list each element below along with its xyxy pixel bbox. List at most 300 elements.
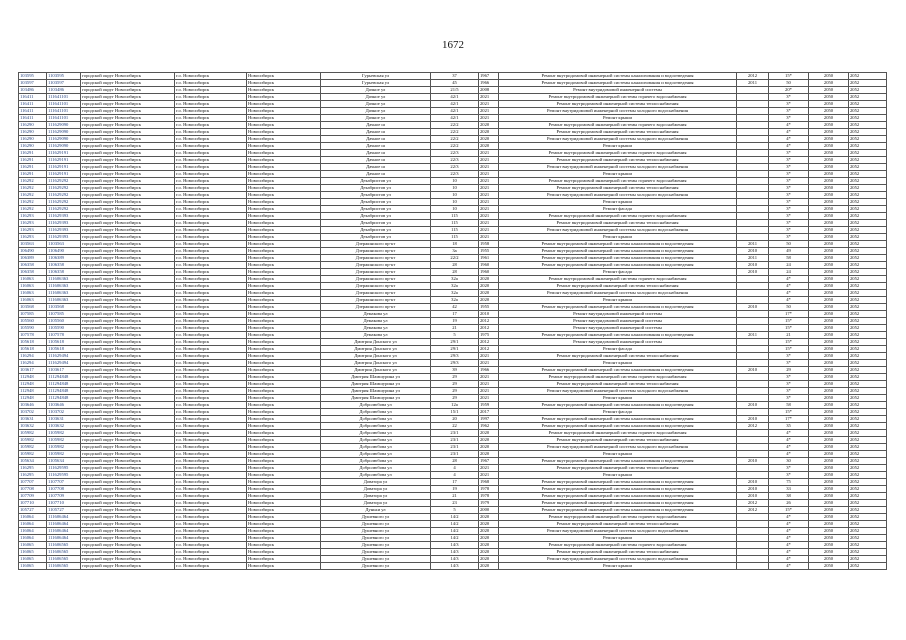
house-number-cell: 115	[431, 220, 479, 227]
plan-end-year-cell: 2052	[849, 542, 887, 549]
house-id-cell: 103617	[19, 367, 47, 374]
house-id-cell: 116411	[19, 101, 47, 108]
plan-start-year-cell: 2050	[809, 276, 849, 283]
last-repair-year-cell	[737, 94, 769, 101]
house-number-cell: 14/3	[431, 542, 479, 549]
street-cell: Душевного ул	[321, 514, 431, 521]
table-row	[19, 535, 887, 542]
build-year-cell: 2012	[479, 339, 499, 346]
build-year-cell: 1968	[479, 479, 499, 486]
wear-value-cell: 50	[769, 304, 809, 311]
plan-start-year-cell: 2050	[809, 374, 849, 381]
municipality-cell: городской округ Новосибирск	[81, 234, 175, 241]
last-repair-year-cell: 2010	[737, 248, 769, 255]
house-number-cell: 42/1	[431, 101, 479, 108]
house-number-cell: 14/2	[431, 514, 479, 521]
plan-start-year-cell: 2050	[809, 507, 849, 514]
municipality-cell: городской округ Новосибирск	[81, 556, 175, 563]
record-code-cell: 1107710	[47, 500, 81, 507]
house-number-cell: 4	[431, 465, 479, 472]
build-year-cell: 2020	[479, 521, 499, 528]
record-code-cell: 111629393	[47, 227, 81, 234]
house-id-cell: 107707	[19, 479, 47, 486]
wear-value-cell: 21	[769, 332, 809, 339]
locality-cell: Новосибирск	[247, 241, 321, 248]
build-year-cell: 1978	[479, 486, 499, 493]
plan-end-year-cell: 2052	[849, 381, 887, 388]
house-id-cell: 103597	[19, 80, 47, 87]
build-year-cell: 1966	[479, 80, 499, 87]
locality-cell: Новосибирск	[247, 395, 321, 402]
urban-district-cell: г.о. Новосибирск	[175, 290, 247, 297]
street-cell: Душевного ул	[321, 549, 431, 556]
plan-start-year-cell: 2050	[809, 367, 849, 374]
last-repair-year-cell	[737, 528, 769, 535]
build-year-cell: 2021	[479, 388, 499, 395]
wear-value-cell: 3*	[769, 192, 809, 199]
wear-value-cell: 3*	[769, 178, 809, 185]
record-code-cell: 1105982	[47, 437, 81, 444]
locality-cell: Новосибирск	[247, 255, 321, 262]
house-id-cell: 116295	[19, 465, 47, 472]
municipality-cell: городской округ Новосибирск	[81, 108, 175, 115]
record-code-cell: 111606565	[47, 549, 81, 556]
house-id-cell: 103568	[19, 304, 47, 311]
house-number-cell: 14/2	[431, 521, 479, 528]
plan-end-year-cell: 2052	[849, 514, 887, 521]
locality-cell: Новосибирск	[247, 325, 321, 332]
plan-end-year-cell: 2052	[849, 150, 887, 157]
record-code-cell: 1103563	[47, 241, 81, 248]
house-id-cell: 103632	[19, 423, 47, 430]
urban-district-cell: г.о. Новосибирск	[175, 297, 247, 304]
plan-end-year-cell: 2052	[849, 507, 887, 514]
build-year-cell: 1997	[479, 416, 499, 423]
plan-end-year-cell: 2052	[849, 241, 887, 248]
locality-cell: Новосибирск	[247, 472, 321, 479]
urban-district-cell: г.о. Новосибирск	[175, 171, 247, 178]
house-number-cell: 45	[431, 80, 479, 87]
house-number-cell: 19	[431, 486, 479, 493]
last-repair-year-cell	[737, 556, 769, 563]
wear-value-cell: 3*	[769, 206, 809, 213]
municipality-cell: городской округ Новосибирск	[81, 535, 175, 542]
work-type-cell: Ремонт внутридомовой инженерной системы теплоснабжения	[499, 283, 737, 290]
locality-cell: Новосибирск	[247, 304, 321, 311]
last-repair-year-cell	[737, 290, 769, 297]
plan-end-year-cell: 2052	[849, 479, 887, 486]
house-id-cell: 105618	[19, 339, 47, 346]
urban-district-cell: г.о. Новосибирск	[175, 360, 247, 367]
work-type-cell: Ремонт внутридомовой инженерной системы канализования и водоотведения	[499, 73, 737, 80]
last-repair-year-cell: 2010	[737, 269, 769, 276]
work-type-cell: Ремонт внутридомовой инженерной системы канализования и водоотведения	[499, 493, 737, 500]
urban-district-cell: г.о. Новосибирск	[175, 563, 247, 570]
urban-district-cell: г.о. Новосибирск	[175, 388, 247, 395]
house-number-cell: 115	[431, 227, 479, 234]
plan-start-year-cell: 2050	[809, 283, 849, 290]
house-number-cell: 29	[431, 395, 479, 402]
locality-cell: Новосибирск	[247, 374, 321, 381]
street-cell: Дзержинского пр-кт	[321, 304, 431, 311]
house-number-cell: 29	[431, 374, 479, 381]
wear-value-cell: 4*	[769, 136, 809, 143]
urban-district-cell: г.о. Новосибирск	[175, 556, 247, 563]
locality-cell: Новосибирск	[247, 451, 321, 458]
table-row	[19, 346, 887, 353]
house-id-cell: 112948	[19, 395, 47, 402]
urban-district-cell: г.о. Новосибирск	[175, 199, 247, 206]
wear-value-cell: 49	[769, 248, 809, 255]
urban-district-cell: г.о. Новосибирск	[175, 234, 247, 241]
record-code-cell: 111629090	[47, 129, 81, 136]
work-type-cell: Ремонт внутридомовой инженерной системы теплоснабжения	[499, 353, 737, 360]
locality-cell: Новосибирск	[247, 213, 321, 220]
record-code-cell: 1105982	[47, 444, 81, 451]
wear-value-cell: 15*	[769, 346, 809, 353]
plan-start-year-cell: 2050	[809, 416, 849, 423]
plan-end-year-cell: 2052	[849, 185, 887, 192]
build-year-cell: 2020	[479, 283, 499, 290]
plan-end-year-cell: 2052	[849, 444, 887, 451]
record-code-cell: 1103617	[47, 367, 81, 374]
table-row	[19, 430, 887, 437]
street-cell: Дзержинского пр-кт	[321, 248, 431, 255]
record-code-cell: 111629393	[47, 220, 81, 227]
house-number-cell: 10	[431, 199, 479, 206]
build-year-cell: 2021	[479, 164, 499, 171]
plan-end-year-cell: 2052	[849, 395, 887, 402]
street-cell: Добролюбова ул	[321, 451, 431, 458]
urban-district-cell: г.о. Новосибирск	[175, 535, 247, 542]
plan-end-year-cell: 2052	[849, 248, 887, 255]
urban-district-cell: г.о. Новосибирск	[175, 416, 247, 423]
record-code-cell: 1103568	[47, 304, 81, 311]
build-year-cell: 1978	[479, 493, 499, 500]
urban-district-cell: г.о. Новосибирск	[175, 185, 247, 192]
street-cell: Душевного ул	[321, 535, 431, 542]
house-number-cell: 42/1	[431, 115, 479, 122]
build-year-cell: 2021	[479, 465, 499, 472]
last-repair-year-cell	[737, 129, 769, 136]
last-repair-year-cell: 2010	[737, 486, 769, 493]
wear-value-cell: 3*	[769, 220, 809, 227]
house-id-cell: 116294	[19, 353, 47, 360]
street-cell: Доватора ул	[321, 479, 431, 486]
work-type-cell: Ремонт внутридомовой инженерной системы теплоснабжения	[499, 129, 737, 136]
street-cell: Доватора ул	[321, 493, 431, 500]
urban-district-cell: г.о. Новосибирск	[175, 458, 247, 465]
urban-district-cell: г.о. Новосибирск	[175, 451, 247, 458]
street-cell: Добролюбова ул	[321, 472, 431, 479]
last-repair-year-cell	[737, 542, 769, 549]
table-row	[19, 213, 887, 220]
table-row	[19, 269, 887, 276]
plan-end-year-cell: 2052	[849, 402, 887, 409]
work-type-cell: Ремонт внутридомовой инженерной системы канализования и водоотведения	[499, 486, 737, 493]
municipality-cell: городской округ Новосибирск	[81, 416, 175, 423]
house-id-cell: 103646	[19, 402, 47, 409]
last-repair-year-cell	[737, 122, 769, 129]
wear-value-cell: 30	[769, 458, 809, 465]
urban-district-cell: г.о. Новосибирск	[175, 507, 247, 514]
house-id-cell: 116411	[19, 108, 47, 115]
house-id-cell: 116292	[19, 178, 47, 185]
locality-cell: Новосибирск	[247, 129, 321, 136]
municipality-cell: городской округ Новосибирск	[81, 500, 175, 507]
work-type-cell: Ремонт внутридомовой инженерной системы горячего водоснабжения	[499, 542, 737, 549]
plan-start-year-cell: 2050	[809, 115, 849, 122]
house-number-cell: 32а	[431, 297, 479, 304]
urban-district-cell: г.о. Новосибирск	[175, 395, 247, 402]
plan-end-year-cell: 2052	[849, 73, 887, 80]
work-type-cell: Ремонт внутридомовой инженерной системы горячего водоснабжения	[499, 178, 737, 185]
wear-value-cell: 4*	[769, 129, 809, 136]
house-id-cell: 116293	[19, 227, 47, 234]
work-type-cell: Ремонт внутридомовой инженерной системы канализования и водоотведения	[499, 507, 737, 514]
street-cell: Добролюбова ул	[321, 458, 431, 465]
house-id-cell: 116063	[19, 297, 47, 304]
table-row	[19, 549, 887, 556]
street-cell: Декабристов ул	[321, 206, 431, 213]
house-id-cell: 116292	[19, 185, 47, 192]
table-row	[19, 374, 887, 381]
wear-value-cell: 15*	[769, 507, 809, 514]
table-row	[19, 171, 887, 178]
wear-value-cell: 15*	[769, 325, 809, 332]
urban-district-cell: г.о. Новосибирск	[175, 164, 247, 171]
locality-cell: Новосибирск	[247, 297, 321, 304]
municipality-cell: городской округ Новосибирск	[81, 241, 175, 248]
street-cell: Дачное ул	[321, 94, 431, 101]
street-cell: Добролюбова ул	[321, 444, 431, 451]
municipality-cell: городской округ Новосибирск	[81, 332, 175, 339]
locality-cell: Новосибирск	[247, 444, 321, 451]
plan-start-year-cell: 2050	[809, 556, 849, 563]
urban-district-cell: г.о. Новосибирск	[175, 220, 247, 227]
street-cell: Дзержинского пр-кт	[321, 269, 431, 276]
locality-cell: Новосибирск	[247, 94, 321, 101]
plan-start-year-cell: 2050	[809, 465, 849, 472]
table-row	[19, 514, 887, 521]
house-number-cell: 37	[431, 73, 479, 80]
locality-cell: Новосибирск	[247, 311, 321, 318]
work-type-cell: Ремонт внутридомовой инженерной системы теплоснабжения	[499, 185, 737, 192]
build-year-cell: 1967	[479, 73, 499, 80]
municipality-cell: городской округ Новосибирск	[81, 325, 175, 332]
house-id-cell: 116064	[19, 521, 47, 528]
wear-value-cell: 3*	[769, 164, 809, 171]
urban-district-cell: г.о. Новосибирск	[175, 269, 247, 276]
last-repair-year-cell	[737, 115, 769, 122]
plan-end-year-cell: 2052	[849, 171, 887, 178]
record-code-cell: 1105618	[47, 346, 81, 353]
work-type-cell: Ремонт крыши	[499, 234, 737, 241]
municipality-cell: городской округ Новосибирск	[81, 458, 175, 465]
house-number-cell: 22/2	[431, 255, 479, 262]
record-code-cell: 1107585	[47, 311, 81, 318]
table-row	[19, 185, 887, 192]
municipality-cell: городской округ Новосибирск	[81, 94, 175, 101]
record-code-cell: 111606464	[47, 514, 81, 521]
house-number-cell: 32а	[431, 276, 479, 283]
record-code-cell: 111294848	[47, 388, 81, 395]
build-year-cell: 1960	[479, 262, 499, 269]
municipality-cell: городской округ Новосибирск	[81, 80, 175, 87]
house-id-cell: 105982	[19, 430, 47, 437]
last-repair-year-cell: 2012	[737, 423, 769, 430]
work-type-cell: Ремонт внутридомовой инженерной системы канализования и водоотведения	[499, 262, 737, 269]
plan-end-year-cell: 2052	[849, 325, 887, 332]
locality-cell: Новосибирск	[247, 528, 321, 535]
wear-value-cell: 50	[769, 241, 809, 248]
record-code-cell: 111629292	[47, 192, 81, 199]
table-row	[19, 542, 887, 549]
urban-district-cell: г.о. Новосибирск	[175, 318, 247, 325]
street-cell: Доватора ул	[321, 486, 431, 493]
wear-value-cell: 58	[769, 255, 809, 262]
plan-start-year-cell: 2050	[809, 234, 849, 241]
urban-district-cell: г.о. Новосибирск	[175, 430, 247, 437]
work-type-cell: Ремонт внутридомовой инженерной системы канализования и водоотведения	[499, 255, 737, 262]
table-row	[19, 388, 887, 395]
plan-start-year-cell: 2050	[809, 325, 849, 332]
build-year-cell: 2020	[479, 437, 499, 444]
plan-start-year-cell: 2050	[809, 192, 849, 199]
municipality-cell: городской округ Новосибирск	[81, 164, 175, 171]
municipality-cell: городской округ Новосибирск	[81, 381, 175, 388]
locality-cell: Новосибирск	[247, 563, 321, 570]
street-cell: Декабристов ул	[321, 192, 431, 199]
house-id-cell: 116064	[19, 528, 47, 535]
table-row	[19, 381, 887, 388]
plan-start-year-cell: 2050	[809, 563, 849, 570]
street-cell: Декабристов ул	[321, 178, 431, 185]
table-row	[19, 395, 887, 402]
municipality-cell: городской округ Новосибирск	[81, 563, 175, 570]
build-year-cell: 1966	[479, 367, 499, 374]
last-repair-year-cell: 2010	[737, 262, 769, 269]
plan-end-year-cell: 2052	[849, 164, 887, 171]
build-year-cell: 2021	[479, 353, 499, 360]
table-row	[19, 241, 887, 248]
street-cell: Дачное ул	[321, 101, 431, 108]
street-cell: Душевного ул	[321, 528, 431, 535]
plan-end-year-cell: 2052	[849, 227, 887, 234]
record-code-cell: 111629090	[47, 122, 81, 129]
work-type-cell: Ремонт внутридомовой инженерной системы теплоснабжения	[499, 220, 737, 227]
urban-district-cell: г.о. Новосибирск	[175, 262, 247, 269]
municipality-cell: городской округ Новосибирск	[81, 290, 175, 297]
wear-value-cell: 33	[769, 486, 809, 493]
house-id-cell: 116293	[19, 213, 47, 220]
wear-value-cell: 15*	[769, 318, 809, 325]
locality-cell: Новосибирск	[247, 353, 321, 360]
locality-cell: Новосибирск	[247, 332, 321, 339]
municipality-cell: городской округ Новосибирск	[81, 542, 175, 549]
last-repair-year-cell	[737, 381, 769, 388]
street-cell: Душевного ул	[321, 521, 431, 528]
house-id-cell: 107708	[19, 486, 47, 493]
house-id-cell: 116065	[19, 549, 47, 556]
street-cell: Гурьевская ул	[321, 73, 431, 80]
house-number-cell: 28	[431, 262, 479, 269]
build-year-cell: 1975	[479, 332, 499, 339]
municipality-cell: городской округ Новосибирск	[81, 213, 175, 220]
build-year-cell: 2021	[479, 199, 499, 206]
last-repair-year-cell	[737, 549, 769, 556]
municipality-cell: городской округ Новосибирск	[81, 430, 175, 437]
urban-district-cell: г.о. Новосибирск	[175, 94, 247, 101]
plan-end-year-cell: 2052	[849, 157, 887, 164]
street-cell: Демакова ул	[321, 311, 431, 318]
work-type-cell: Ремонт внутридомовой инженерной системы канализования и водоотведения	[499, 241, 737, 248]
municipality-cell: городской округ Новосибирск	[81, 227, 175, 234]
record-code-cell: 1105982	[47, 451, 81, 458]
urban-district-cell: г.о. Новосибирск	[175, 136, 247, 143]
table-row	[19, 486, 887, 493]
wear-value-cell: 4*	[769, 528, 809, 535]
plan-end-year-cell: 2052	[849, 437, 887, 444]
house-id-cell: 103595	[19, 73, 47, 80]
last-repair-year-cell: 2012	[737, 73, 769, 80]
urban-district-cell: г.о. Новосибирск	[175, 283, 247, 290]
plan-end-year-cell: 2052	[849, 143, 887, 150]
street-cell: Дачное ш	[321, 150, 431, 157]
work-type-cell: Ремонт крыши	[499, 297, 737, 304]
locality-cell: Новосибирск	[247, 430, 321, 437]
last-repair-year-cell	[737, 143, 769, 150]
plan-end-year-cell: 2052	[849, 367, 887, 374]
record-code-cell: 1106358	[47, 262, 81, 269]
plan-start-year-cell: 2050	[809, 339, 849, 346]
house-id-cell: 105618	[19, 346, 47, 353]
build-year-cell: 2020	[479, 430, 499, 437]
work-type-cell: Ремонт внутридомовой инженерной системы холодного водоснабжения	[499, 556, 737, 563]
record-code-cell: 111641101	[47, 101, 81, 108]
locality-cell: Новосибирск	[247, 87, 321, 94]
plan-start-year-cell: 2050	[809, 318, 849, 325]
street-cell: Добролюбова ул	[321, 402, 431, 409]
locality-cell: Новосибирск	[247, 339, 321, 346]
record-code-cell: 111294848	[47, 374, 81, 381]
build-year-cell: 2021	[479, 206, 499, 213]
municipality-cell: городской округ Новосибирск	[81, 402, 175, 409]
municipality-cell: городской округ Новосибирск	[81, 311, 175, 318]
work-type-cell: Ремонт внутридомовой инженерной системы горячего водоснабжения	[499, 276, 737, 283]
last-repair-year-cell	[737, 535, 769, 542]
house-id-cell: 116291	[19, 150, 47, 157]
build-year-cell: 2017	[479, 409, 499, 416]
wear-value-cell: 4*	[769, 563, 809, 570]
locality-cell: Новосибирск	[247, 500, 321, 507]
house-number-cell: 10	[431, 185, 479, 192]
work-type-cell: Ремонт внутридомовой инженерной системы канализования и водоотведения	[499, 248, 737, 255]
locality-cell: Новосибирск	[247, 262, 321, 269]
locality-cell: Новосибирск	[247, 486, 321, 493]
municipality-cell: городской округ Новосибирск	[81, 87, 175, 94]
plan-end-year-cell: 2052	[849, 199, 887, 206]
record-code-cell: 111629292	[47, 199, 81, 206]
street-cell: Дмитрия Шамшурина ул	[321, 374, 431, 381]
table-row	[19, 178, 887, 185]
table-row	[19, 220, 887, 227]
house-id-cell: 116411	[19, 115, 47, 122]
urban-district-cell: г.о. Новосибирск	[175, 150, 247, 157]
wear-value-cell: 35	[769, 423, 809, 430]
wear-value-cell: 29	[769, 367, 809, 374]
urban-district-cell: г.о. Новосибирск	[175, 500, 247, 507]
